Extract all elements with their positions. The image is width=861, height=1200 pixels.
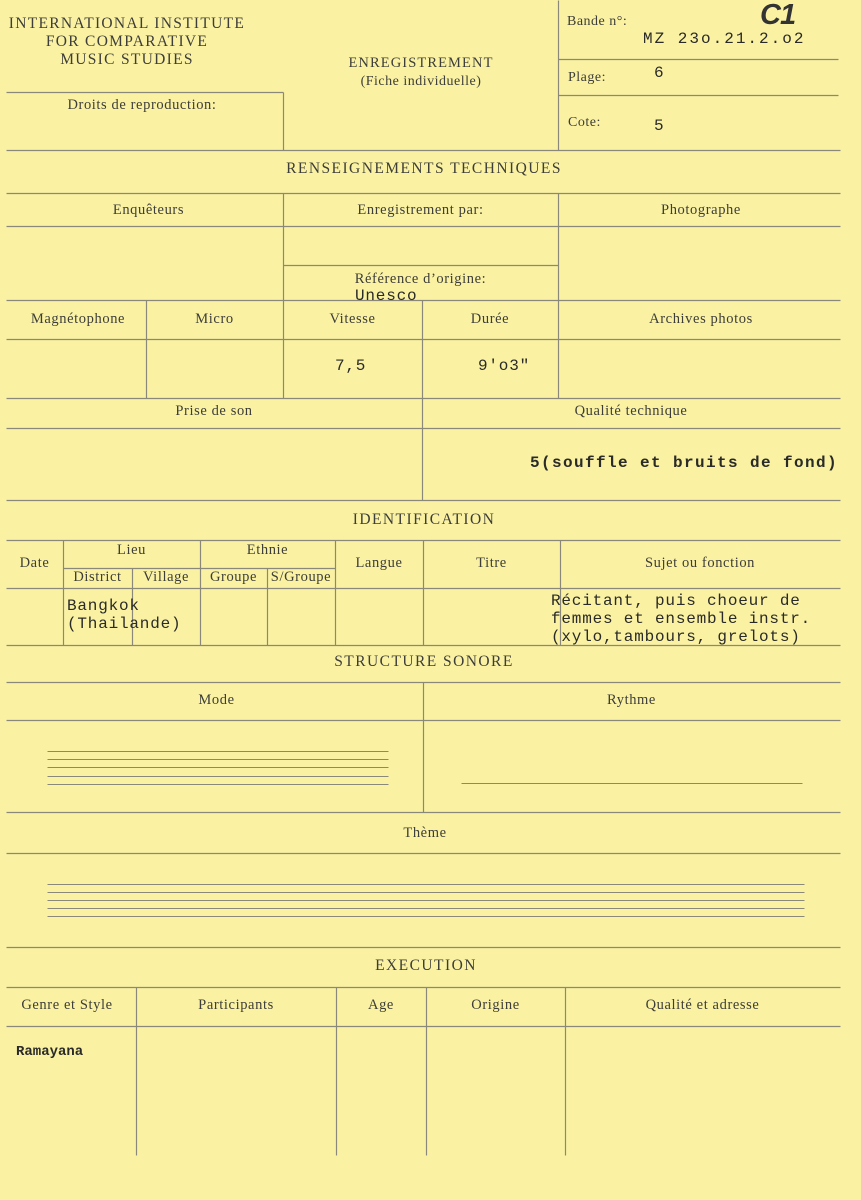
photographer-label: Photographe — [661, 202, 741, 218]
theme-label: Thème — [403, 825, 447, 841]
tape-number-label: Bande n°: — [567, 14, 628, 29]
shelf-mark-label: Cote: — [568, 115, 601, 130]
language-header: Langue — [355, 555, 403, 571]
institute-name-line: FOR COMPARATIVE — [45, 33, 209, 50]
section-title-technical: RENSEIGNEMENTS TECHNIQUES — [286, 160, 562, 177]
participants-header: Participants — [198, 997, 274, 1013]
institute-name-line: INTERNATIONAL INSTITUTE — [8, 15, 246, 32]
technical-quality-value: 5(souffle et bruits de fond) — [530, 454, 839, 472]
original-reference-value: Unesco — [355, 287, 418, 305]
genre-style-header: Genre et Style — [21, 997, 113, 1013]
genre-style-value: Ramayana — [16, 1044, 84, 1060]
age-header: Age — [368, 997, 394, 1013]
ethnic-group-header: Ethnie — [246, 542, 289, 558]
duration-label: Durée — [470, 311, 510, 327]
institute-name-line: MUSIC STUDIES — [60, 51, 194, 68]
sound-recording-label: Prise de son — [175, 403, 253, 419]
mode-label: Mode — [198, 692, 235, 708]
subgroup-header: S/Groupe — [270, 569, 332, 585]
microphone-label: Micro — [195, 311, 234, 327]
rights-label: Droits de reproduction: — [67, 97, 217, 113]
group-header: Groupe — [209, 569, 258, 585]
form-subtitle: (Fiche individuelle) — [360, 74, 482, 89]
speed-value: 7,5 — [335, 357, 367, 375]
place-header: Lieu — [117, 542, 146, 558]
photo-archive-label: Archives photos — [649, 311, 753, 327]
subject-value-line: Récitant, puis choeur de — [551, 592, 801, 610]
speed-label: Vitesse — [329, 311, 376, 327]
rhythm-label: Rythme — [607, 692, 656, 708]
track-label: Plage: — [568, 70, 606, 85]
section-title-identification: IDENTIFICATION — [352, 511, 496, 528]
shelf-mark-value: 5 — [654, 117, 665, 135]
track-value: 6 — [654, 64, 665, 82]
section-title-sound-structure: STRUCTURE SONORE — [334, 653, 514, 670]
section-title-execution: EXECUTION — [375, 957, 477, 974]
duration-value: 9'o3" — [478, 357, 531, 375]
handwritten-mark: C1 — [760, 0, 796, 31]
title-header: Titre — [476, 555, 507, 571]
original-reference-label: Référence d’origine: — [354, 271, 487, 287]
district-value-line: (Thailande) — [67, 615, 182, 633]
date-header: Date — [19, 555, 50, 571]
origin-header: Origine — [471, 997, 520, 1013]
subject-value-line: (xylo,tambours, grelots) — [551, 628, 801, 646]
district-header: District — [73, 569, 122, 585]
village-header: Village — [142, 569, 189, 585]
quality-address-header: Qualité et adresse — [645, 997, 760, 1013]
form-title: ENREGISTREMENT — [348, 55, 494, 71]
recorded-by-label: Enregistrement par: — [357, 202, 484, 218]
investigators-label: Enquêteurs — [112, 202, 185, 218]
technical-quality-label: Qualité technique — [574, 403, 688, 419]
subject-header: Sujet ou fonction — [644, 555, 756, 571]
subject-value-line: femmes et ensemble instr. — [551, 610, 812, 628]
tape-recorder-label: Magnétophone — [30, 311, 126, 327]
district-value-line: Bangkok — [67, 597, 140, 615]
tape-number-value: MZ 23o.21.2.o2 — [643, 30, 806, 48]
